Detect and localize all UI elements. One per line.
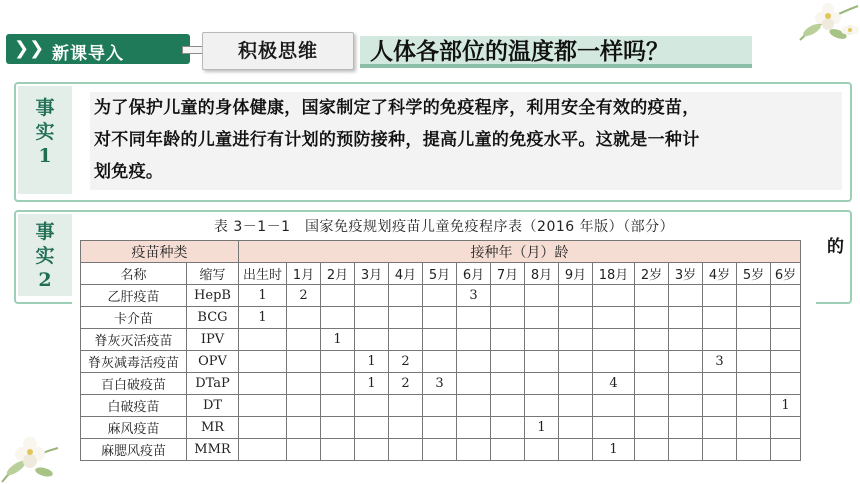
table-caption: 表 3－1－1 国家免疫规划疫苗儿童免疫程序表（2016 年版）（部分） [213,219,675,235]
dose-cell [239,351,287,373]
fact-label-char: 1 [38,145,52,167]
dose-cell [239,439,287,461]
dose-cell [525,373,559,395]
double-chevron-icon: ❯❯ [14,38,45,59]
dose-cell [593,417,635,439]
dose-cell [669,329,703,351]
table-row [81,439,801,461]
dose-cell: 1 [239,307,287,329]
dose-cell [635,351,669,373]
column-header-age: 4岁 [703,263,737,285]
column-header-abbr: 缩写 [187,263,239,285]
dose-cell [239,329,287,351]
dose-cell [669,417,703,439]
dose-cell [321,307,355,329]
dose-cell: 1 [355,373,389,395]
flower-decoration-icon [0,428,62,484]
dose-cell [559,417,593,439]
dose-cell [287,395,321,417]
vaccine-name-cell: 脊灰灭活疫苗 [81,329,187,351]
column-header-age: 7月 [491,263,525,285]
dose-cell [669,395,703,417]
flower-decoration-icon [790,0,860,46]
dose-cell [287,351,321,373]
dose-cell [355,285,389,307]
dose-cell [669,439,703,461]
dose-cell [321,417,355,439]
dose-cell [491,417,525,439]
dose-cell [355,307,389,329]
dose-cell [355,417,389,439]
dose-cell [669,373,703,395]
dose-cell [389,329,423,351]
dose-cell [669,351,703,373]
page-title: 人体各部位的温度都一样吗？ [360,36,752,68]
dose-cell [389,395,423,417]
dose-cell [423,351,457,373]
dose-cell [457,395,491,417]
dose-cell [737,329,771,351]
vaccine-name-cell: 麻腮风疫苗 [81,439,187,461]
dose-cell [771,285,801,307]
dose-cell [703,329,737,351]
dose-cell [287,307,321,329]
column-header-age: 8月 [525,263,559,285]
dose-cell [771,329,801,351]
dose-cell [703,417,737,439]
dose-cell [491,439,525,461]
dose-cell: 1 [355,351,389,373]
dose-cell [703,439,737,461]
dose-cell [593,307,635,329]
dose-cell [423,285,457,307]
dose-cell: 2 [287,285,321,307]
dose-cell [321,351,355,373]
vaccine-abbr-cell: IPV [187,329,239,351]
dose-cell [635,417,669,439]
vaccine-abbr-cell: MR [187,417,239,439]
dose-cell [593,285,635,307]
dose-cell [559,329,593,351]
dose-cell [737,307,771,329]
dose-cell [771,373,801,395]
column-header-age: 18月 [593,263,635,285]
vaccine-abbr-cell: HepB [187,285,239,307]
dose-cell [457,307,491,329]
vaccine-name-cell: 脊灰减毒活疫苗 [81,351,187,373]
vaccine-name-cell: 百白破疫苗 [81,373,187,395]
column-header-age: 2月 [321,263,355,285]
column-header-age: 5岁 [737,263,771,285]
dose-cell [525,329,559,351]
dose-cell [239,395,287,417]
column-header-age: 1月 [287,263,321,285]
dose-cell [559,395,593,417]
table-group-header-row [81,241,801,263]
dose-cell [423,395,457,417]
dose-cell [737,417,771,439]
dose-cell [491,285,525,307]
dose-cell [771,351,801,373]
fact-2-tail-text: 的 [827,237,844,257]
dose-cell [635,373,669,395]
fact-1-line: 划免疫。 [94,162,164,182]
fact-1-label [18,86,72,194]
dose-cell [457,373,491,395]
dose-cell [703,373,737,395]
dose-cell: 4 [593,373,635,395]
fact-1-line: 对不同年龄的儿童进行有计划的预防接种，提高儿童的免疫水平。这就是一种计 [94,130,700,150]
dose-cell [321,439,355,461]
dose-cell [635,329,669,351]
fact-label-char: 事 [35,221,55,243]
dose-cell [703,307,737,329]
vaccine-name-cell: 麻风疫苗 [81,417,187,439]
dose-cell [355,439,389,461]
dose-cell [389,285,423,307]
dose-cell [389,417,423,439]
dose-cell [559,285,593,307]
fact-1-line: 为了保护儿童的身体健康，国家制定了科学的免疫程序，利用安全有效的疫苗， [94,98,700,118]
think-label: 积极思维 [202,32,354,70]
dose-cell [771,307,801,329]
dose-cell [669,285,703,307]
table-body [81,285,801,461]
fact-label-char: 实 [35,245,55,267]
table-row [81,395,801,417]
dose-cell [491,351,525,373]
vaccine-name-cell: 乙肝疫苗 [81,285,187,307]
age-header: 接种年（月）龄 [239,241,801,263]
vaccine-type-header: 疫苗种类 [81,241,239,263]
dose-cell [525,307,559,329]
table-column-header-row [81,263,801,285]
dose-cell [457,417,491,439]
dose-cell [389,307,423,329]
dose-cell [239,373,287,395]
fact-2-label [18,214,72,296]
fact-label-char: 事 [35,97,55,119]
dose-cell [559,373,593,395]
dose-cell [491,329,525,351]
table-row [81,417,801,439]
dose-cell: 2 [389,373,423,395]
dose-cell [635,307,669,329]
dose-cell [355,395,389,417]
column-header-age: 6月 [457,263,491,285]
dose-cell [593,329,635,351]
vaccine-table-panel [72,212,816,474]
dose-cell: 1 [239,285,287,307]
column-header-age: 2岁 [635,263,669,285]
dose-cell [457,329,491,351]
dose-cell [287,373,321,395]
column-header-age: 3岁 [669,263,703,285]
dose-cell [423,329,457,351]
dose-cell [593,351,635,373]
dose-cell [737,373,771,395]
fact-1-box [14,82,852,202]
vaccine-abbr-cell: MMR [187,439,239,461]
column-header-age: 5月 [423,263,457,285]
vaccine-name-cell: 卡介苗 [81,307,187,329]
dose-cell [525,395,559,417]
table-row [81,285,801,307]
dose-cell: 1 [525,417,559,439]
dose-cell [355,329,389,351]
dose-cell [737,351,771,373]
dose-cell [287,439,321,461]
dose-cell [737,395,771,417]
dose-cell: 1 [321,329,355,351]
fact-label-char: 实 [35,121,55,143]
table-row [81,307,801,329]
dose-cell [635,439,669,461]
dose-cell [491,307,525,329]
dose-cell: 3 [457,285,491,307]
dose-cell [491,373,525,395]
vaccine-schedule-table [80,240,801,461]
dose-cell: 2 [389,351,423,373]
dose-cell [423,307,457,329]
section-tag [6,34,190,64]
dose-cell [703,395,737,417]
table-row [81,373,801,395]
dose-cell [525,285,559,307]
dose-cell [525,439,559,461]
vaccine-abbr-cell: OPV [187,351,239,373]
vaccine-abbr-cell: DT [187,395,239,417]
dose-cell [559,351,593,373]
dose-cell [703,285,737,307]
dose-cell [559,307,593,329]
dose-cell [321,285,355,307]
dose-cell [593,395,635,417]
dose-cell [321,395,355,417]
dose-cell [771,439,801,461]
table-row [81,351,801,373]
table-row [81,329,801,351]
dose-cell [423,439,457,461]
dose-cell [457,439,491,461]
column-header-age: 出生时 [239,263,287,285]
dose-cell [737,285,771,307]
dose-cell [287,417,321,439]
dose-cell [287,329,321,351]
section-tag-label: 新课导入 [52,44,124,64]
vaccine-name-cell: 白破疫苗 [81,395,187,417]
dose-cell [389,439,423,461]
dose-cell [457,351,491,373]
dose-cell [491,395,525,417]
dose-cell [525,351,559,373]
fact-1-text [90,92,842,190]
dose-cell [737,439,771,461]
dose-cell: 1 [771,395,801,417]
dose-cell: 1 [593,439,635,461]
dose-cell [771,417,801,439]
dose-cell: 3 [423,373,457,395]
column-header-age: 9月 [559,263,593,285]
dose-cell [559,439,593,461]
dose-cell [321,373,355,395]
dose-cell [635,285,669,307]
column-header-age: 6岁 [771,263,801,285]
column-header-age: 3月 [355,263,389,285]
dose-cell [423,417,457,439]
column-header-name: 名称 [81,263,187,285]
vaccine-abbr-cell: BCG [187,307,239,329]
dose-cell [669,307,703,329]
fact-label-char: 2 [38,269,52,291]
dose-cell: 3 [703,351,737,373]
column-header-age: 4月 [389,263,423,285]
vaccine-abbr-cell: DTaP [187,373,239,395]
dose-cell [635,395,669,417]
dose-cell [239,417,287,439]
